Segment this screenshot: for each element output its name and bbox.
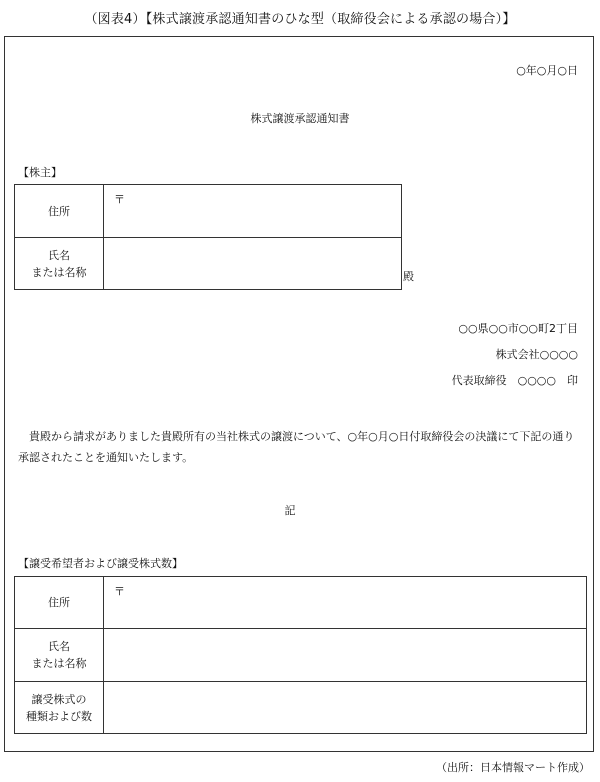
document-date: ○年○月○日 — [516, 64, 578, 77]
postal-mark: 〒 — [114, 193, 125, 206]
figure-source: （出所：日本情報マート作成） — [436, 761, 590, 774]
transferee-address-label: 住所 — [15, 577, 104, 629]
shareholder-address-label: 住所 — [15, 185, 104, 238]
name-label-line1: 氏名 — [48, 248, 70, 262]
shareholder-name-label — [15, 238, 104, 290]
ki-mark: 記 — [284, 504, 296, 517]
shares-label-line2: 種類および数 — [26, 709, 92, 723]
name-label-line2: または名称 — [31, 265, 87, 279]
shareholder-name-value[interactable] — [104, 238, 402, 290]
transferee-table — [14, 576, 587, 734]
body-text: 貴殿から請求がありました貴殿所有の当社株式の譲渡について、○年○月○日付取締役会の決議にて下記の通り承認されたことを通知いたします。 — [18, 430, 575, 464]
honorific-dono: 殿 — [403, 270, 414, 283]
transferee-shares-row — [15, 682, 587, 734]
transferee-name-row — [15, 629, 587, 682]
transferee-shares-label — [15, 682, 104, 734]
transferee-address-value[interactable] — [104, 577, 587, 629]
document-title: 株式譲渡承認通知書 — [250, 112, 350, 125]
transferee-name-value[interactable] — [104, 629, 587, 682]
transferee-name-label — [15, 629, 104, 682]
shareholder-name-row — [15, 238, 402, 290]
shares-label-line1: 譲受株式の — [31, 692, 87, 706]
figure-title: （図表4）【株式譲渡承認通知書のひな型（取締役会による承認の場合）】 — [84, 12, 516, 27]
transferee-address-row — [15, 577, 587, 629]
name-label-line1: 氏名 — [48, 640, 70, 653]
transferee-shares-value[interactable] — [104, 682, 587, 734]
sender-address: ○○県○○市○○町2丁目 — [458, 322, 578, 335]
shareholder-table — [14, 184, 402, 290]
postal-mark: 〒 — [114, 585, 125, 598]
shareholder-address-value[interactable] — [104, 185, 402, 238]
sender-representative: 代表取締役 ○○○○ 印 — [451, 374, 578, 387]
shareholder-heading: 【株主】 — [18, 166, 62, 179]
sender-company: 株式会社○○○○ — [495, 348, 578, 361]
transferee-heading: 【譲受希望者および譲受株式数】 — [18, 557, 183, 570]
shareholder-address-row — [15, 185, 402, 238]
name-label-line2: または名称 — [31, 657, 87, 670]
